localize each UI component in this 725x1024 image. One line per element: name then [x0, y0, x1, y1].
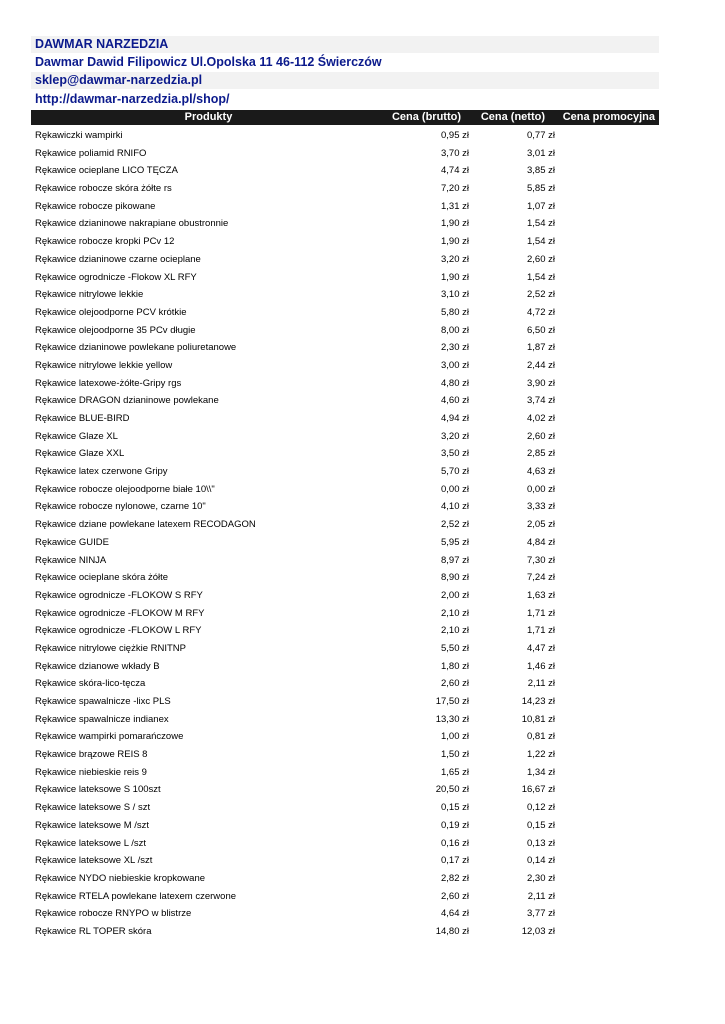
product-name: Rękawice lateksowe M /szt	[35, 819, 150, 831]
table-row	[31, 233, 659, 251]
price-gross: 8,00 zł	[441, 324, 469, 336]
price-gross: 0,95 zł	[441, 130, 469, 141]
price-net: 2,44 zł	[527, 359, 555, 371]
product-name: Rękawice latex czerwone Gripy	[35, 466, 168, 478]
price-gross: 1,90 zł	[441, 218, 469, 230]
product-name: Rękawice lateksowe L /szt	[35, 837, 147, 849]
price-gross: 0,19 zł	[441, 819, 469, 831]
product-name: Rękawiczki wampirki	[35, 130, 123, 141]
price-net: 10,81 zł	[521, 713, 555, 725]
table-row	[31, 445, 659, 463]
price-net: 12,03 zł	[521, 925, 555, 937]
price-net: 0,81 zł	[527, 731, 555, 743]
price-net: 4,72 zł	[527, 306, 555, 318]
price-gross: 5,80 zł	[441, 306, 469, 318]
product-name: Rękawice spawalnicze indianex	[35, 713, 169, 725]
table-row	[31, 375, 659, 393]
price-net: 1,71 zł	[527, 625, 555, 637]
price-gross: 3,20 zł	[441, 430, 469, 442]
price-net: 2,30 zł	[527, 872, 555, 884]
table-row	[31, 764, 659, 782]
product-name: Rękawice niebieskie reis 9	[35, 766, 147, 778]
price-net: 6,50 zł	[527, 324, 555, 336]
company-address: Dawmar Dawid Filipowicz Ul.Opolska 11 46-112 Świerczów	[31, 54, 659, 71]
product-name: Rękawice RL TOPER skóra	[35, 925, 152, 937]
company-email[interactable]: sklep@dawmar-narzedzia.pl	[31, 72, 659, 89]
price-gross: 3,50 zł	[441, 448, 469, 460]
table-row	[31, 675, 659, 693]
product-name: Rękawice brązowe REIS 8	[35, 749, 148, 761]
price-gross: 2,82 zł	[441, 872, 469, 884]
price-net: 1,87 zł	[527, 342, 555, 354]
price-net: 1,34 zł	[527, 766, 555, 778]
table-row	[31, 127, 659, 145]
product-name: Rękawice robocze pikowane	[35, 200, 156, 212]
product-name: Rękawice nitrylowe lekkie	[35, 289, 144, 301]
price-net: 0,15 zł	[527, 819, 555, 831]
table-row	[31, 799, 659, 817]
price-gross: 5,70 zł	[441, 466, 469, 478]
price-net: 1,07 zł	[527, 200, 555, 212]
product-name: Rękawice poliamid RNIFO	[35, 147, 147, 159]
table-row	[31, 587, 659, 605]
table-row	[31, 605, 659, 623]
price-gross: 2,10 zł	[441, 607, 469, 619]
product-name: Rękawice dziane powlekane latexem RECODAGON	[35, 519, 256, 531]
product-name: Rękawice ocieplane LICO TĘCZA	[35, 165, 178, 177]
product-name: Rękawice dzianinowe powlekane poliuretanowe	[35, 342, 237, 354]
price-net: 1,71 zł	[527, 607, 555, 619]
price-gross: 1,90 zł	[441, 271, 469, 283]
table-row	[31, 923, 659, 941]
price-net: 4,02 zł	[527, 413, 555, 424]
price-net: 3,74 zł	[527, 395, 555, 407]
price-net: 0,13 zł	[527, 837, 555, 849]
price-net: 14,23 zł	[521, 696, 555, 707]
price-net: 2,60 zł	[527, 253, 555, 265]
table-row	[31, 817, 659, 835]
product-name: Rękawice latexowe-żółte-Gripy rgs	[35, 377, 182, 389]
price-gross: 1,90 zł	[441, 236, 469, 248]
product-name: Rękawice olejoodporne 35 PCv długie	[35, 324, 196, 336]
price-gross: 5,50 zł	[441, 642, 469, 654]
price-net: 1,54 zł	[527, 271, 555, 283]
table-row	[31, 410, 659, 428]
table-row	[31, 162, 659, 180]
product-name: Rękawice BLUE-BIRD	[35, 413, 130, 424]
product-name: Rękawice nitrylowe lekkie yellow	[35, 359, 173, 371]
product-name: Rękawice skóra-lico-tęcza	[35, 678, 146, 690]
product-name: Rękawice robocze nylonowe, czarne 10"	[35, 501, 206, 513]
column-header-net: Cena (netto)	[480, 111, 545, 123]
price-gross: 8,90 zł	[441, 572, 469, 584]
price-net: 1,54 zł	[527, 218, 555, 230]
price-gross: 1,80 zł	[441, 660, 469, 672]
price-gross: 2,00 zł	[441, 589, 469, 601]
price-net: 1,46 zł	[527, 660, 555, 672]
price-net: 7,24 zł	[527, 572, 555, 584]
price-table-body	[31, 127, 659, 941]
price-gross: 4,74 zł	[441, 165, 469, 177]
table-row	[31, 852, 659, 870]
price-net: 7,30 zł	[527, 554, 555, 566]
table-row	[31, 711, 659, 729]
table-row	[31, 622, 659, 640]
product-name: Rękawice spawalnicze -lixc PLS	[35, 696, 171, 707]
price-gross: 2,10 zł	[441, 625, 469, 637]
price-gross: 4,80 zł	[441, 377, 469, 389]
price-gross: 2,52 zł	[441, 519, 469, 531]
column-header-promo: Cena promocyjna	[562, 111, 655, 123]
price-gross: 8,97 zł	[441, 554, 469, 566]
price-gross: 3,70 zł	[441, 147, 469, 159]
product-name: Rękawice lateksowe S 100szt	[35, 784, 161, 796]
product-name: Rękawice dzianinowe czarne ocieplane	[35, 253, 201, 265]
product-name: Rękawice dzianowe wkłady B	[35, 660, 160, 672]
product-name: Rękawice nitrylowe ciężkie RNITNP	[35, 642, 186, 654]
price-net: 2,11 zł	[527, 890, 555, 902]
price-net: 4,63 zł	[527, 466, 555, 478]
price-net: 0,14 zł	[527, 855, 555, 867]
table-row	[31, 180, 659, 198]
product-name: Rękawice robocze kropki PCv 12	[35, 236, 175, 248]
table-row	[31, 640, 659, 658]
product-name: Rękawice Glaze XL	[35, 430, 118, 442]
product-name: Rękawice Glaze XXL	[35, 448, 125, 460]
table-row	[31, 286, 659, 304]
table-row	[31, 746, 659, 764]
price-net: 3,77 zł	[527, 908, 555, 920]
table-row	[31, 693, 659, 711]
price-gross: 4,64 zł	[441, 908, 469, 920]
price-net: 3,90 zł	[527, 377, 555, 389]
price-gross: 5,95 zł	[441, 536, 469, 548]
price-gross: 20,50 zł	[435, 784, 469, 796]
product-name: Rękawice robocze olejoodporne białe 10\\"	[35, 483, 215, 495]
table-row	[31, 658, 659, 676]
table-row	[31, 269, 659, 287]
price-gross: 1,50 zł	[441, 749, 469, 761]
price-net: 2,85 zł	[527, 448, 555, 460]
product-name: Rękawice lateksowe S / szt	[35, 802, 151, 814]
price-net: 3,01 zł	[527, 147, 555, 159]
table-row	[31, 516, 659, 534]
table-header	[31, 110, 659, 125]
price-gross: 17,50 zł	[435, 696, 469, 707]
product-name: Rękawice lateksowe XL /szt	[35, 855, 153, 867]
product-name: Rękawice NYDO niebieskie kropkowane	[35, 872, 206, 884]
table-row	[31, 888, 659, 906]
price-net: 0,00 zł	[527, 483, 555, 495]
table-row	[31, 322, 659, 340]
product-name: Rękawice robocze RNYPO w blistrze	[35, 908, 192, 920]
price-gross: 1,31 zł	[441, 200, 469, 212]
price-gross: 4,94 zł	[441, 413, 469, 424]
table-row	[31, 339, 659, 357]
table-row	[31, 428, 659, 446]
table-row	[31, 215, 659, 233]
table-row	[31, 569, 659, 587]
table-row	[31, 870, 659, 888]
table-row	[31, 304, 659, 322]
table-row	[31, 145, 659, 163]
product-name: Rękawice NINJA	[35, 554, 107, 566]
price-gross: 1,00 zł	[441, 731, 469, 743]
product-name: Rękawice robocze skóra żółte rs	[35, 183, 172, 195]
product-name: Rękawice wampirki pomarańczowe	[35, 731, 184, 743]
price-net: 1,22 zł	[527, 749, 555, 761]
price-net: 3,33 zł	[527, 501, 555, 513]
price-net: 16,67 zł	[521, 784, 555, 796]
price-gross: 7,20 zł	[441, 183, 469, 195]
price-net: 1,63 zł	[527, 589, 555, 601]
company-url[interactable]: http://dawmar-narzedzia.pl/shop/	[31, 91, 659, 108]
product-name: Rękawice olejoodporne PCV krótkie	[35, 306, 187, 318]
table-row	[31, 498, 659, 516]
price-gross: 2,30 zł	[441, 342, 469, 354]
table-row	[31, 781, 659, 799]
price-net: 2,11 zł	[527, 678, 555, 690]
price-net: 0,77 zł	[527, 130, 555, 141]
price-net: 4,47 zł	[527, 642, 555, 654]
table-row	[31, 463, 659, 481]
product-name: Rękawice ocieplane skóra żółte	[35, 572, 169, 584]
price-gross: 14,80 zł	[435, 925, 469, 937]
table-row	[31, 198, 659, 216]
price-net: 4,84 zł	[527, 536, 555, 548]
price-gross: 13,30 zł	[435, 713, 469, 725]
price-gross: 4,60 zł	[441, 395, 469, 407]
price-net: 2,60 zł	[527, 430, 555, 442]
price-gross: 0,15 zł	[441, 802, 469, 814]
price-net: 5,85 zł	[527, 183, 555, 195]
product-name: Rękawice ogrodnicze -FLOKOW L RFY	[35, 625, 202, 637]
product-name: Rękawice ogrodnicze -FLOKOW M RFY	[35, 607, 205, 619]
price-net: 2,05 zł	[527, 519, 555, 531]
table-row	[31, 835, 659, 853]
price-gross: 1,65 zł	[441, 766, 469, 778]
table-row	[31, 728, 659, 746]
price-gross: 3,20 zł	[441, 253, 469, 265]
product-name: Rękawice ogrodnicze -Flokow XL RFY	[35, 271, 197, 283]
column-header-gross: Cena (brutto)	[391, 111, 461, 123]
product-name: Rękawice DRAGON dzianinowe powlekane	[35, 395, 219, 407]
price-net: 2,52 zł	[527, 289, 555, 301]
price-net: 3,85 zł	[527, 165, 555, 177]
company-name: DAWMAR NARZEDZIA	[31, 36, 659, 53]
price-gross: 0,00 zł	[441, 483, 469, 495]
product-name: Rękawice dzianinowe nakrapiane obustronnie	[35, 218, 229, 230]
price-gross: 3,10 zł	[441, 289, 469, 301]
table-row	[31, 552, 659, 570]
price-gross: 0,16 zł	[441, 837, 469, 849]
table-row	[31, 392, 659, 410]
price-gross: 0,17 zł	[441, 855, 469, 867]
table-row	[31, 905, 659, 923]
column-header-product: Produkty	[184, 111, 233, 123]
table-row	[31, 251, 659, 269]
price-gross: 4,10 zł	[441, 501, 469, 513]
product-name: Rękawice RTELA powlekane latexem czerwone	[35, 890, 237, 902]
table-row	[31, 481, 659, 499]
product-name: Rękawice GUIDE	[35, 536, 109, 548]
table-row	[31, 534, 659, 552]
table-row	[31, 357, 659, 375]
price-gross: 3,00 zł	[441, 359, 469, 371]
price-gross: 2,60 zł	[441, 890, 469, 902]
price-gross: 2,60 zł	[441, 678, 469, 690]
price-net: 0,12 zł	[527, 802, 555, 814]
price-net: 1,54 zł	[527, 236, 555, 248]
product-name: Rękawice ogrodnicze -FLOKOW S RFY	[35, 589, 203, 601]
